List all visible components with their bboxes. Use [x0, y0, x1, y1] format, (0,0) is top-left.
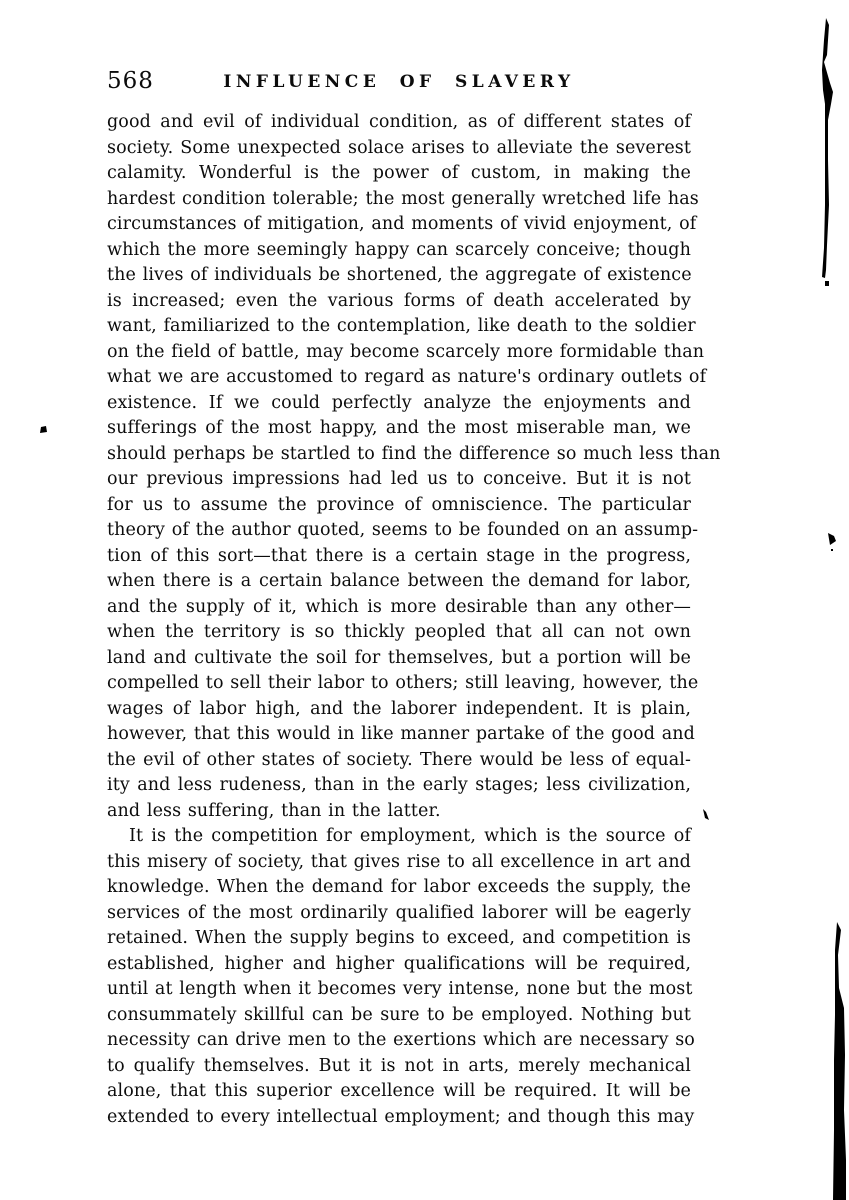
text-line: alone, that this superior excellence will be required. It will be: [107, 1081, 691, 1101]
text-line: for us to assume the province of omniscience. The particular: [107, 494, 691, 515]
page-number: 568: [107, 68, 154, 94]
text-line: when there is a certain balance between the demand for labor,: [107, 571, 691, 591]
text-line: this misery of society, that gives rise to all excellence in art and: [107, 851, 691, 872]
scan-artifact-wedge-right: [828, 533, 836, 545]
text-line: which the more seemingly happy can scarcely conceive; though: [107, 239, 691, 260]
text-line: hardest condition tolerable; the most generally wretched life has: [107, 188, 699, 209]
text-line: and less suffering, than in the latter.: [107, 800, 441, 821]
scan-artifact-dot-left: [40, 426, 47, 433]
text-line: until at length when it becomes very intense, none but the most: [107, 979, 693, 999]
text-line: our previous impressions had led us to conceive. But it is not: [107, 469, 691, 489]
text-line: circumstances of mitigation, and moments of vivid enjoyment, of: [107, 214, 697, 234]
text-line: the lives of individuals be shortened, the aggregate of existence: [107, 265, 692, 285]
text-line: tion of this sort—that there is a certain stage in the progress,: [107, 545, 691, 566]
text-line: sufferings of the most happy, and the most miserable man, we: [107, 418, 691, 438]
running-header: [107, 66, 691, 100]
text-line: when the territory is so thickly peopled that all can not own: [107, 622, 691, 642]
text-line: on the field of battle, may become scarcely more formidable than: [107, 341, 705, 362]
text-line: theory of the author quoted, seems to be founded on an assump-: [107, 520, 699, 540]
scan-artifact-bottom-right-streak: [833, 922, 846, 1200]
text-line: society. Some unexpected solace arises to alleviate the severest: [107, 137, 691, 158]
text-line: to qualify themselves. But it is not in arts, merely mechanical: [107, 1055, 691, 1076]
scan-artifact-tick-right: [703, 809, 709, 820]
text-line: and the supply of it, which is more desirable than any other—: [107, 596, 691, 617]
text-line: calamity. Wonderful is the power of custom, in making the: [107, 163, 691, 183]
text-line: should perhaps be startled to find the difference so much less than: [107, 443, 721, 464]
text-line: It is the competition for employment, which is the source of: [129, 826, 691, 846]
text-line: extended to every intellectual employment; and though this may: [107, 1106, 695, 1127]
text-line: retained. When the supply begins to exceed, and competition is: [107, 928, 691, 948]
text-line: established, higher and higher qualifications will be required,: [107, 953, 691, 974]
scan-artifact-dot-right: [825, 281, 829, 286]
text-line: wages of labor high, and the laborer independent. It is plain,: [107, 698, 691, 719]
text-line: compelled to sell their labor to others; still leaving, however, the: [107, 673, 699, 693]
text-line: however, that this would in like manner partake of the good and: [107, 724, 695, 744]
text-line: knowledge. When the demand for labor exceeds the supply, the: [107, 877, 691, 897]
text-line: services of the most ordinarily qualified laborer will be eagerly: [107, 902, 691, 923]
text-line: land and cultivate the soil for themselves, but a portion will be: [107, 647, 691, 668]
text-line: want, familiarized to the contemplation, like death to the soldier: [107, 316, 696, 336]
text-line: ity and less rudeness, than in the early stages; less civilization,: [107, 775, 691, 795]
text-line: is increased; even the various forms of death accelerated by: [107, 290, 691, 311]
text-line: good and evil of individual condition, as of different states of: [107, 112, 691, 132]
text-line: necessity can drive men to the exertions which are necessary so: [107, 1030, 695, 1050]
scan-artifact-dot-right-2: [831, 549, 833, 551]
text-line: existence. If we could perfectly analyze the enjoyments and: [107, 392, 691, 413]
scan-artifact-top-right-streak: [822, 18, 833, 278]
text-line: the evil of other states of society. There would be less of equal-: [107, 749, 691, 770]
running-head-title: INFLUENCE OF SLAVERY: [223, 72, 575, 92]
text-line: what we are accustomed to regard as nature's ordinary outlets of: [107, 367, 707, 387]
body-text: [107, 110, 721, 1130]
text-line: consummately skillful can be sure to be employed. Nothing but: [107, 1004, 691, 1025]
